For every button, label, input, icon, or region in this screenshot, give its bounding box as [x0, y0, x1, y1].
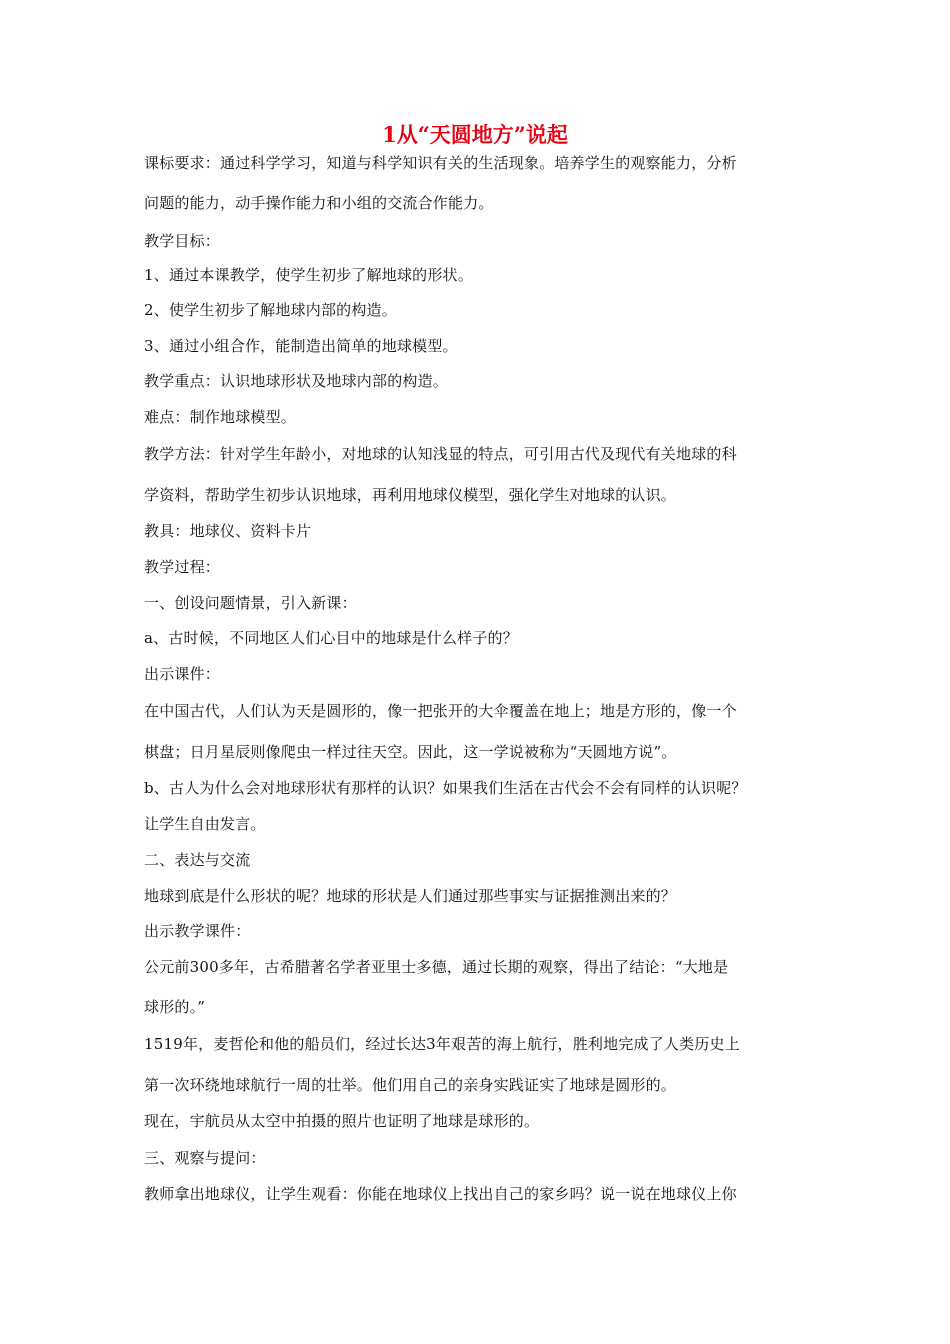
- section-heading: 三、观察与提问：: [144, 1149, 266, 1167]
- list-item: 3、通过小组合作，能制造出简单的地球模型。: [144, 337, 458, 355]
- paragraph-line: 难点：制作地球模型。: [144, 408, 297, 426]
- paragraph-line: 教具：地球仪、资料卡片: [144, 522, 312, 540]
- paragraph-line: 教学重点：认识地球形状及地球内部的构造。: [144, 372, 449, 390]
- paragraph-line: 出示教学课件：: [144, 922, 251, 940]
- paragraph-line: 1519年，麦哲伦和他的船员们，经过长达3年艰苦的海上航行，胜利地完成了人类历史上: [144, 1035, 740, 1053]
- paragraph-line: 地球到底是什么形状的呢？地球的形状是人们通过那些事实与证据推测出来的？: [144, 887, 677, 905]
- section-heading: 二、表达与交流: [144, 851, 251, 869]
- paragraph-line: 教师拿出地球仪，让学生观看：你能在地球仪上找出自己的家乡吗？说一说在地球仪上你: [144, 1185, 737, 1203]
- section-heading: 教学目标：: [144, 232, 221, 250]
- paragraph-line: 公元前300多年，古希腊著名学者亚里士多德，通过长期的观察，得出了结论：“大地是: [144, 958, 729, 976]
- paragraph-line: b、古人为什么会对地球形状有那样的认识？如果我们生活在古代会不会有同样的认识呢？: [144, 779, 747, 797]
- paragraph-line: 让学生自由发言。: [144, 815, 266, 833]
- paragraph-line: 现在，宇航员从太空中拍摄的照片也证明了地球是球形的。: [144, 1112, 540, 1130]
- list-item: 2、使学生初步了解地球内部的构造。: [144, 301, 397, 319]
- list-item: 1、通过本课教学，使学生初步了解地球的形状。: [144, 266, 473, 284]
- paragraph-line: 在中国古代，人们认为天是圆形的，像一把张开的大伞覆盖在地上；地是方形的，像一个: [144, 702, 737, 720]
- paragraph-line: 棋盘；日月星辰则像爬虫一样过往天空。因此，这一学说被称为“天圆地方说”。: [144, 743, 677, 761]
- section-heading: 一、创设问题情景，引入新课：: [144, 594, 357, 612]
- paragraph-line: 出示课件：: [144, 665, 221, 683]
- paragraph-line: 问题的能力，动手操作能力和小组的交流合作能力。: [144, 194, 494, 212]
- paragraph-line: a、古时候，不同地区人们心目中的地球是什么样子的？: [144, 629, 518, 647]
- paragraph-line: 学资料，帮助学生初步认识地球，再利用地球仪模型，强化学生对地球的认识。: [144, 486, 677, 504]
- paragraph-line: 教学方法：针对学生年龄小，对地球的认知浅显的特点，可引用古代及现代有关地球的科: [144, 445, 737, 463]
- section-heading: 教学过程：: [144, 558, 221, 576]
- page-title: 1从“天圆地方”说起: [382, 122, 568, 147]
- paragraph-line: 第一次环绕地球航行一周的壮举。他们用自己的亲身实践证实了地球是圆形的。: [144, 1076, 677, 1094]
- paragraph-line: 课标要求：通过科学学习，知道与科学知识有关的生活现象。培养学生的观察能力，分析: [144, 154, 737, 172]
- paragraph-line: 球形的。”: [144, 998, 206, 1016]
